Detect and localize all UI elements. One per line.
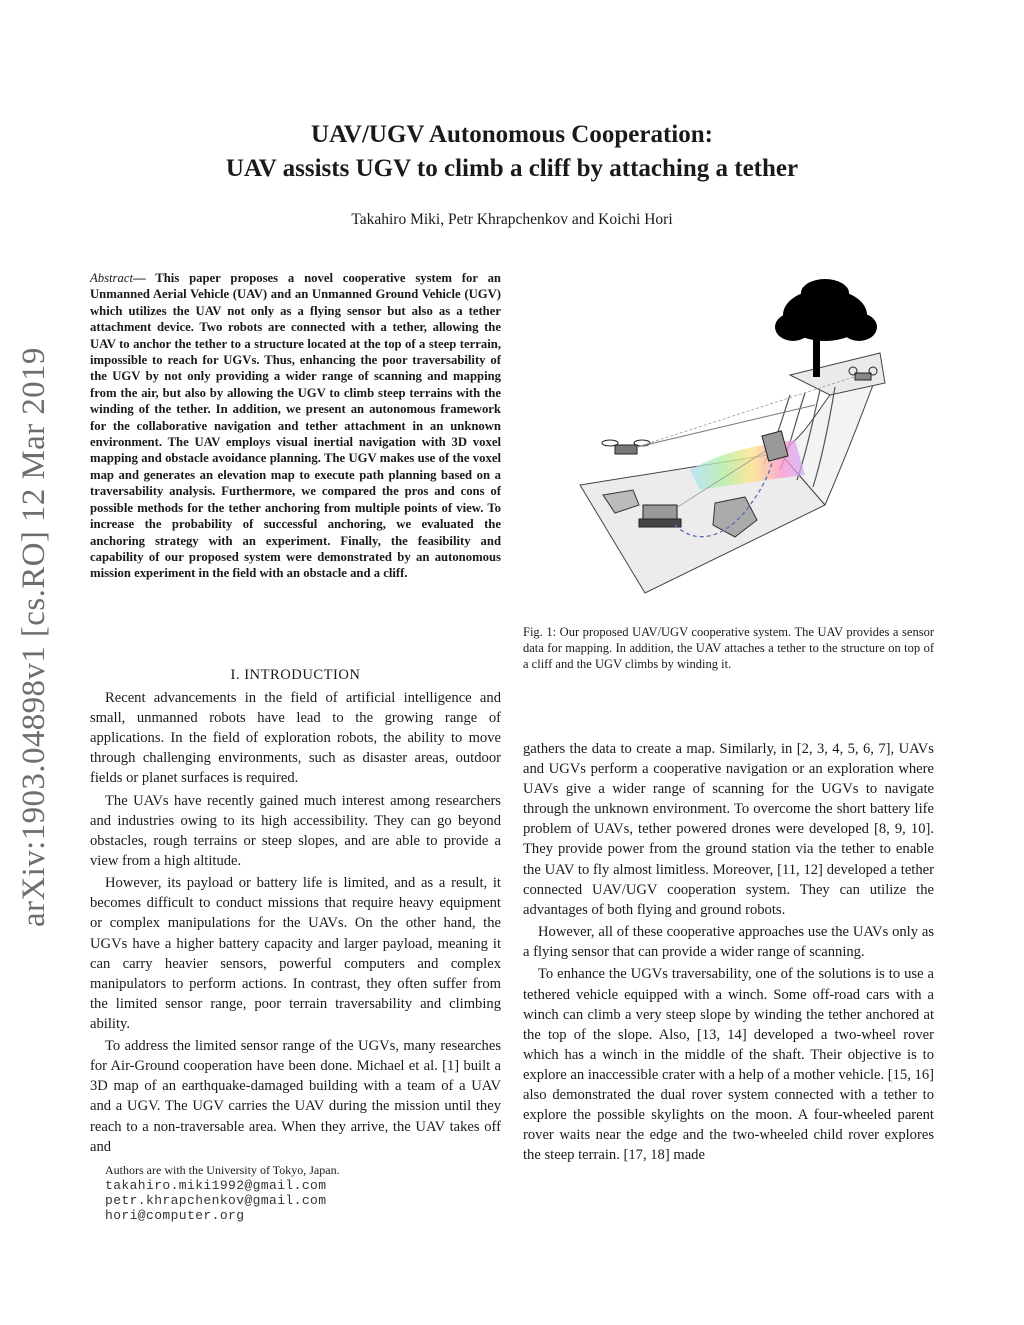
right-column-body (523, 739, 934, 1165)
abstract-label: Abstract (90, 271, 133, 285)
abstract (90, 270, 501, 582)
right-paragraph: However, all of these cooperative approaches use the UAVs only as a flying sensor that can provide a wider range of scanning. (523, 924, 934, 961)
footnote-email[interactable]: takahiro.miki1992@gmail.com (105, 1178, 327, 1193)
author-list: Takahiro Miki, Petr Khrapchenkov and Koichi Hori (351, 211, 673, 228)
author-footnote (90, 1163, 501, 1224)
figure-caption: Fig. 1: Our proposed UAV/UGV cooperative system. The UAV provides a sensor data for mapping. In addition, the UAV attaches a tether to the structure on top of a cliff and the UGV climbs by winding it. (523, 625, 934, 671)
abstract-text: — This paper proposes a novel cooperative system for an Unmanned Aerial Vehicle (UAV) and an Unmanned Ground Vehicle (UGV) which utilizes the UAV not only as a flying sensor but also as a tether attachment device. Two robots are connected with a tether, allowing the UAV to anchor the tether to a structure located at the top of a steep terrain, impossible to reach for UGVs. Thus, enhancing the poor traversability of the UGV by not only providing a wider range of scanning and mapping from the air, but also by allowing the UGV to climb steep terrains with the winding of the tether. In addition, we present an autonomous framework for the collaborative navigation and tether attachment in an unknown environment. The UAV employs visual inertial navigation with 3D voxel mapping and obstacle avoidance planning. The UGV makes use of the voxel map and generates an elevation map to execute path planning based on a traversability analysis. Furthermore, we compared the pros and cons of possible methods for the tether anchoring from multiple points of view. To increase the probability of successful anchoring, we evaluated the anchoring strategy with an experiment. Finally, the feasibility and capability of our proposed system were demonstrated by an autonomous mission experiment in the field with an obstacle and a cliff. (90, 271, 501, 581)
right-paragraph: gathers the data to create a map. Similarly, in [2, 3, 4, 5, 6, 7], UAVs and UGVs perform a cooperative navigation or an exploration where UAVs give a wider range of scanning for the UGVs to navigate through the unknown environment. To overcome the short battery life problem of UAVs, tether powered drones were developed [8, 9, 10]. They provide power from the ground station via the tether to enable the UAV to fly almost limitless. Moreover, [11, 12] developed a tether connected UAV/UGV cooperation system. They can utilize the advantages of both flying and ground robots. (523, 741, 934, 918)
section-heading-introduction: I. INTRODUCTION (230, 667, 361, 683)
ugv-on-ground-icon (639, 505, 681, 527)
uav-flying-icon (602, 440, 650, 454)
paper-title-line-1: UAV/UGV Autonomous Cooperation: (311, 121, 713, 148)
footnote-email[interactable]: hori@computer.org (105, 1208, 245, 1224)
intro-paragraph: To address the limited sensor range of the UGVs, many researches for Air-Ground cooperation have been done. Michael et al. [1] built a 3D map of an earthquake-damaged building with a team of a UAV and a UGV. The UGV carries the UAV during the mission until they reach to a non-traversable area. When they arrive, the UAV takes off and (90, 1038, 501, 1155)
introduction-body (90, 688, 501, 1157)
arxiv-identifier: arXiv:1903.04898v1 [cs.RO] 12 Mar 2019 (16, 347, 52, 927)
intro-paragraph: However, its payload or battery life is limited, and as a result, it becomes difficult to conduct missions that require heavy equipment or complex manipulations for the UAVs. On the other hand, the UGVs have a higher battery capacity and larger payload, meaning it can carry heavier sensors, powerful computers and complex manipulators to perform actions. In contrast, they often suffer from the limited sensor range, poor terrain traversability and climbing ability. (90, 875, 501, 1032)
figure-uav-ugv-illustration (575, 275, 905, 615)
paper-title-line-2: UAV assists UGV to climb a cliff by attaching a tether (225, 155, 799, 182)
footnote-affiliation: Authors are with the University of Tokyo, Japan. (105, 1163, 340, 1177)
figure-illustration-svg (575, 275, 905, 615)
right-paragraph: To enhance the UGVs traversability, one of the solutions is to use a tethered vehicle equipped with a winch. Some off-road cars with a winch can climb a very steep slope by winding the tether anchored at the top of the slope. Also, [13, 14] developed a two-wheel rover which has a winch in the middle of the shaft. Their objective is to explore an inaccessible crater with a help of a mother vehicle. [15, 16] also demonstrated the dual rover system connected with a tether to explore the possible skylights on the moon. A four-wheeled parent rover waits near the edge and the two-wheeled child rover explores the steep terrain. [17, 18] made (523, 966, 934, 1164)
footnote-email[interactable]: petr.khrapchenkov@gmail.com (105, 1193, 327, 1209)
intro-paragraph: The UAVs have recently gained much interest among researchers and industries owing to its high accessibility. They can go beyond obstacles, rough terrains or steep slopes, and are able to provide a view from a high altitude. (90, 792, 501, 869)
intro-paragraph: Recent advancements in the field of artificial intelligence and small, unmanned robots have lead to the growing range of applications. In the field of exploration robots, the ability to move through challenging environments, such as disaster areas, outdoor fields or planet surfaces is required. (90, 690, 501, 787)
